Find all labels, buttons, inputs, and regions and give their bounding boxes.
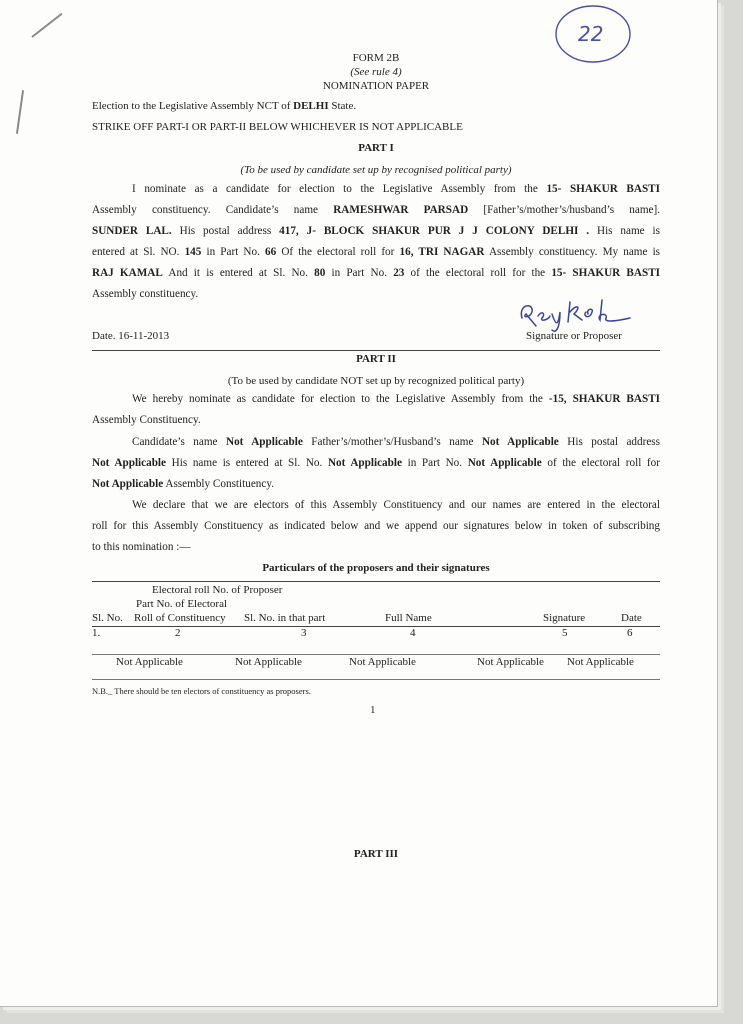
table-top-rule — [92, 581, 660, 582]
stamp-number: 22 — [578, 22, 604, 46]
text: Assembly constituency. My name is — [488, 246, 661, 258]
part-ii-subheading: (To be used by candidate NOT set up by recognized political party) — [227, 375, 525, 387]
part-i-subheading: (To be used by candidate set up by recognised political party) — [240, 164, 512, 176]
table-cell: Not Applicable — [349, 656, 416, 668]
proposers-table-title: Particulars of the proposers and their signatures — [262, 562, 490, 574]
table-cell: Not Applicable — [477, 656, 544, 668]
father-name: SUNDER LAL. — [92, 225, 172, 237]
part-ii-para-1-end: Assembly Constituency. — [92, 414, 201, 426]
text: His postal address — [179, 225, 272, 237]
text: [Father’s/mother’s/husband’s name]. — [483, 204, 661, 216]
column-number: 1. — [92, 627, 101, 639]
table-bottom-rule — [92, 679, 660, 680]
election-state: DELHI — [293, 100, 329, 112]
page-number: 1 — [370, 704, 376, 716]
not-applicable: Not Applicable — [481, 436, 559, 448]
part-i-heading: PART I — [358, 142, 394, 154]
text: Assembly Constituency. — [165, 478, 275, 490]
part-ii-para-1 — [92, 389, 660, 410]
serial-number: 145 — [184, 246, 202, 258]
column-number: 2 — [175, 627, 181, 639]
text: of the electoral roll for — [547, 457, 660, 469]
text: His postal address — [567, 436, 660, 448]
part-i-line-3 — [92, 221, 660, 242]
part-ii-heading: PART II — [356, 353, 396, 365]
column-number: 5 — [562, 627, 568, 639]
part-i-line-6: Assembly constituency. — [92, 288, 199, 300]
table-header-part-top: Part No. of Electoral — [136, 598, 228, 610]
text: His name is — [596, 225, 661, 237]
text: Father’s/mother’s/Husband’s name — [311, 436, 474, 448]
table-header-signature: Signature — [543, 612, 586, 624]
election-suffix: State. — [331, 100, 357, 112]
table-header-sl: Sl. No. — [92, 612, 123, 624]
declaration-line-3: to this nomination :— — [92, 541, 191, 553]
election-line — [92, 100, 660, 112]
postal-address: 417, J- BLOCK SHAKUR PUR J J COLONY DELHI . — [279, 225, 590, 237]
election-prefix: Election to the Legislative Assembly NCT of — [92, 100, 291, 112]
table-header-name: Full Name — [385, 612, 432, 624]
part-i-line-2 — [92, 200, 660, 221]
text: entered at Sl. NO. — [92, 246, 180, 258]
text: in Part No. — [407, 457, 463, 469]
text: in Part No. — [331, 267, 388, 279]
part-number: 66 — [265, 246, 277, 258]
form-number: FORM 2B — [352, 52, 400, 64]
proposer-part: 23 — [393, 267, 405, 279]
table-header-group: Electoral roll No. of Proposer — [152, 584, 283, 596]
part-ii-para-2-line-1 — [92, 432, 660, 453]
not-applicable: Not Applicable — [225, 436, 303, 448]
declaration-line-1: We declare that we are electors of this Assembly Constituency and our names are entered in the electoral — [132, 499, 660, 511]
part-i-date: Date. 16-11-2013 — [92, 330, 170, 342]
declaration-line-2: roll for this Assembly Constituency as indicated below and we append our signatures below in token of subscribing — [92, 520, 660, 532]
part-iii-heading: PART III — [353, 848, 399, 860]
signature-label: Signature or Proposer — [526, 330, 622, 342]
staple-mark — [31, 13, 62, 38]
column-number: 6 — [627, 627, 633, 639]
part-ii-para-2-line-3 — [92, 474, 660, 495]
not-applicable: Not Applicable — [327, 457, 402, 469]
table-row-rule — [92, 654, 660, 655]
table-header-part-bottom: Roll of Constituency — [134, 612, 226, 624]
column-number: 3 — [301, 627, 307, 639]
part-i-line-4 — [92, 242, 660, 263]
divider — [92, 350, 660, 351]
part-ii-para-2-line-2 — [92, 453, 660, 474]
strike-off-instruction: STRIKE OFF PART-I OR PART-II BELOW WHICHEVER IS NOT APPLICABLE — [92, 121, 463, 133]
table-header-sl-part: Sl. No. in that part — [244, 612, 326, 624]
footnote: N.B._ There should be ten electors of constituency as proposers. — [92, 686, 311, 696]
table-cell: Not Applicable — [567, 656, 634, 668]
table-cell: Not Applicable — [116, 656, 183, 668]
part-i-line-5 — [92, 263, 660, 284]
text: Of the electoral roll for — [281, 246, 395, 258]
proposer-constituency: 15- SHAKUR BASTI — [551, 267, 661, 279]
proposer-name: RAJ KAMAL — [92, 267, 163, 279]
text: of the electoral roll for the — [410, 267, 546, 279]
proposer-serial: 80 — [314, 267, 326, 279]
rule-reference: (See rule 4) — [350, 66, 402, 78]
text: in Part No. — [206, 246, 260, 258]
candidate-name: RAMESHWAR PARSAD — [333, 204, 469, 216]
table-header-date: Date — [621, 612, 642, 624]
part-i-line-1 — [92, 179, 660, 200]
not-applicable: Not Applicable — [92, 457, 167, 469]
column-number: 4 — [410, 627, 416, 639]
staple-mark — [16, 90, 24, 134]
text: We hereby nominate as candidate for election to the Legislative Assembly from the — [132, 393, 543, 405]
constituency: -15, SHAKUR BASTI — [548, 393, 661, 405]
not-applicable: Not Applicable — [92, 478, 164, 490]
constituency: 15- SHAKUR BASTI — [546, 183, 661, 195]
text: Assembly constituency. Candidate’s name — [92, 204, 318, 216]
text: Candidate’s name — [132, 436, 218, 448]
text: His name is entered at Sl. No. — [171, 457, 323, 469]
text: And it is entered at Sl. No. — [168, 267, 308, 279]
table-cell: Not Applicable — [235, 656, 302, 668]
electoral-roll-constituency: 16, TRI NAGAR — [399, 246, 485, 258]
not-applicable: Not Applicable — [467, 457, 542, 469]
text: I nominate as a candidate for election to the Legislative Assembly from the — [132, 183, 538, 195]
form-title: NOMINATION PAPER — [322, 80, 430, 92]
